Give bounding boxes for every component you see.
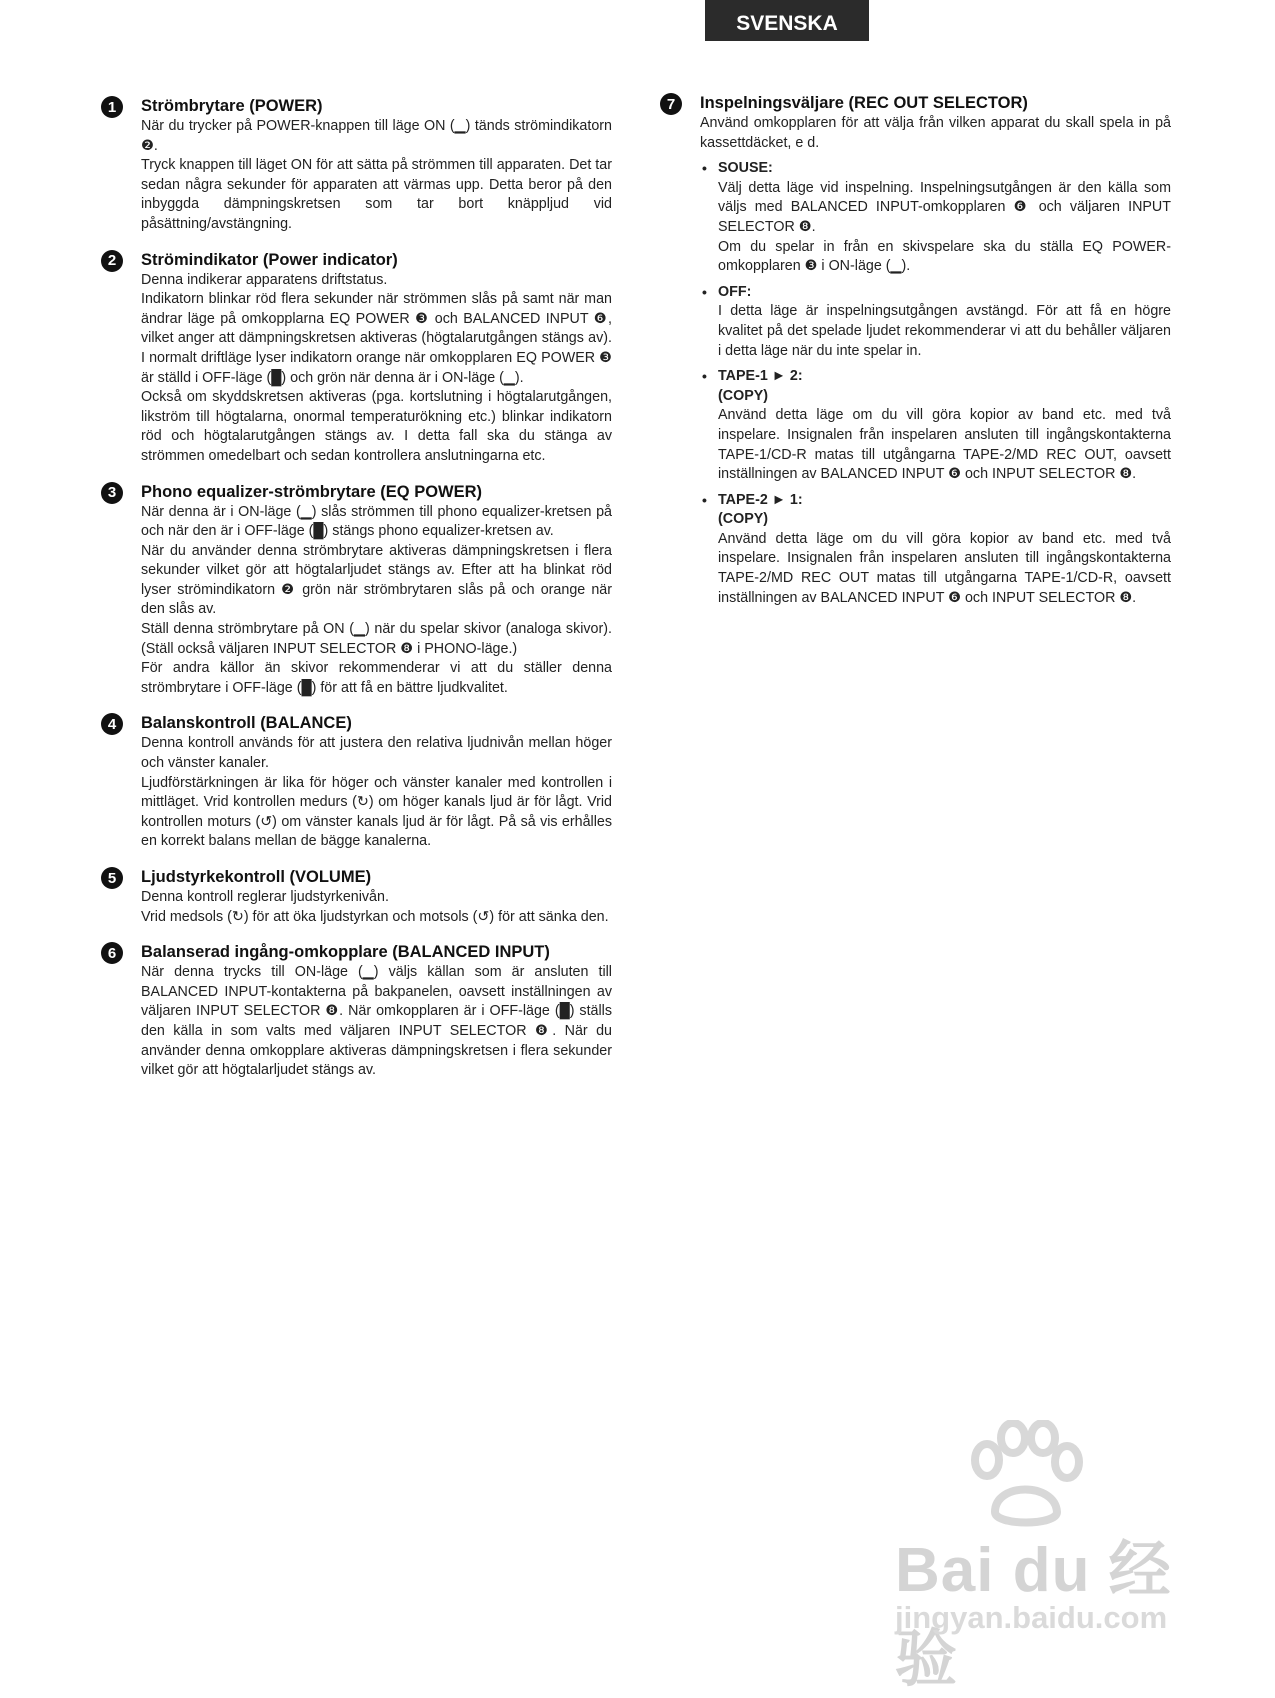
paragraph: Ställ denna strömbrytare på ON (▁) när du spelar skivor (analoga skivor). (Ställ också väljaren INPUT SELECTOR ❽ i PHONO-läge.) <box>141 621 612 657</box>
option-label: OFF: <box>718 283 752 300</box>
number-badge: 1 <box>101 96 123 118</box>
paragraph: Ljudförstärkningen är lika för höger och vänster kanaler med kontrollen i mittläget. Vrid kontrollen medurs (↻) om höger kanals ljud är för lågt. Vrid kontrollen moturs (↺) om vänster kanals ljud är för lågt. På så vis erhålles en korrekt balans mellan de bägge kanalerna. <box>141 774 612 850</box>
language-tab: SVENSKA <box>705 0 869 41</box>
option-tape1-to-2 <box>700 367 1171 485</box>
bullet-icon: • <box>702 491 707 508</box>
option-label-copy: (COPY) <box>718 511 769 528</box>
paragraph: Denna kontroll reglerar ljudstyrkenivån. <box>141 889 389 905</box>
section-volume <box>98 867 612 927</box>
paragraph: När du trycker på POWER-knappen till läge ON (▁) tänds strömindikatorn ❷. <box>141 118 612 154</box>
paragraph: När denna är i ON-läge (▁) slås strömmen till phono equalizer-kretsen på och när den är i OFF-läge (█) stängs phono equalizer-kretsen av. <box>141 503 612 540</box>
option-label: TAPE-2 ► 1: <box>718 491 803 508</box>
paragraph: I detta läge är inspelningsutgången avstängd. För att få en högre kvalitet på det spelade ljudet rekommenderar vi att du behåller väljaren i detta läge när du inte spelar in. <box>718 303 1171 359</box>
option-label-copy: (COPY) <box>718 387 769 404</box>
section-balanced-input <box>98 942 612 1081</box>
option-tape2-to-1 <box>700 491 1171 609</box>
bullet-icon: • <box>702 368 707 385</box>
paragraph: För andra källor än skivor rekommenderar vi att du ställer denna strömbrytare i OFF-läge (█) för att få en bättre ljudkvalitet. <box>141 660 612 696</box>
section-title: Balanskontroll (BALANCE) <box>141 714 352 733</box>
bullet-icon: • <box>702 283 707 300</box>
paragraph: Välj detta läge vid inspelning. Inspelningsutgången är den källa som väljs med BALANCED INPUT-omkopplaren ❻ och väljaren INPUT SELECTOR ❽. <box>718 179 1171 235</box>
paragraph: Också om skyddskretsen aktiveras (pga. kortslutning i högtalarutgången, likström till högtalarna, onormal temperaturökning etc.) blinkar indikatorn röd och högtalarutgången stängs av. I detta fall ska du stänga av strömmen omedelbart och sedan kontrollera anslutningarna etc. <box>141 389 612 464</box>
number-badge: 7 <box>660 93 682 115</box>
paragraph: Använd detta läge om du vill göra kopior av band etc. med två inspelare. Insignalen från inspelaren ansluten till ingångskontakterna TAPE-2/MD REC OUT matas till utgångarna TAPE-1/CD-R, oavsett inställningen av BALANCED INPUT ❻ och INPUT SELECTOR ❽. <box>718 530 1171 606</box>
paragraph: Denna indikerar apparatens driftstatus. <box>141 271 388 288</box>
number-badge: 3 <box>101 482 123 504</box>
baidu-watermark <box>895 1420 1195 1694</box>
section-title: Strömbrytare (POWER) <box>141 97 323 115</box>
number-badge: 2 <box>101 250 123 272</box>
paragraph: När du använder denna strömbrytare aktiveras dämpningskretsen i flera sekunder vilket gör att högtalarljudet stängs av. Efter att ha blinkat röd lyser strömindikatorn ❷ grön när strömbrytaren slås på och orange när den slås av. <box>141 542 612 618</box>
section-power-indicator <box>98 250 612 467</box>
bullet-icon: • <box>702 160 707 177</box>
paragraph: Använd detta läge om du vill göra kopior av band etc. med två inspelare. Insignalen från inspelaren ansluten till ingångskontakterna TAPE-1/CD-R matas till utgångarna TAPE-2/MD REC OUT, oavsett inställningen av BALANCED INPUT ❻ och INPUT SELECTOR ❽. <box>718 407 1171 483</box>
section-power <box>98 96 612 235</box>
paragraph: Indikatorn blinkar röd flera sekunder när strömmen slås på samt när man ändrar läge på omkopplarna EQ POWER ❸ och BALANCED INPUT ❻, vilket anger att dämpningskretsen aktiveras (högtalarutgången stängs av). I normalt driftläge lyser indikatorn orange när omkopplaren EQ POWER ❸ är ställd i OFF-läge (█) och grön när denna är i ON-läge (▁). <box>141 291 612 386</box>
section-eq-power <box>98 482 612 699</box>
paragraph: Använd omkopplaren för att välja från vilken apparat du skall spela in på kassettdäcket, e d. <box>700 115 1171 151</box>
watermark-logo-text: Bai du 经验 <box>895 1536 1172 1694</box>
option-label: TAPE-1 ► 2: <box>718 368 803 385</box>
option-label: SOUSE: <box>718 160 773 177</box>
option-off <box>700 283 1171 361</box>
number-badge: 4 <box>101 713 123 735</box>
paragraph: Denna kontroll används för att justera den relativa ljudnivån mellan höger och vänster kanaler. <box>141 735 612 772</box>
paragraph: När denna trycks till ON-läge (▁) väljs källan som är ansluten till BALANCED INPUT-kontakterna på bakpanelen, oavsett inställningen av väljaren INPUT SELECTOR ❽. När omkopplaren är i OFF-läge (█) ställs den källa in som valts med väljaren INPUT SELECTOR ❽. När du använder denna omkopplare aktiveras dämpningskretsen i flera sekunder vilket gör att högtalarljudet stängs av. <box>141 964 612 1079</box>
left-column <box>98 96 612 1096</box>
watermark-url: jingyan.baidu.com <box>895 1600 1168 1635</box>
section-title: Ljudstyrkekontroll (VOLUME) <box>141 868 372 886</box>
right-column <box>657 93 1171 623</box>
paragraph: Om du spelar in från en skivspelare ska du ställa EQ POWER-omkopplaren ❸ i ON-läge (▁). <box>718 238 1171 275</box>
paragraph: Vrid medsols (↻) för att öka ljudstyrkan och motsols (↺) för att sänka den. <box>141 908 609 925</box>
section-title: Balanserad ingång-omkopplare (BALANCED INPUT) <box>141 943 550 962</box>
number-badge: 5 <box>101 867 123 889</box>
paw-logo-icon <box>965 1420 1085 1530</box>
section-title: Inspelningsväljare (REC OUT SELECTOR) <box>700 94 1028 112</box>
section-title: Phono equalizer-strömbrytare (EQ POWER) <box>141 482 483 501</box>
option-souse <box>700 159 1171 277</box>
section-balance <box>98 713 612 852</box>
section-title: Strömindikator (Power indicator) <box>141 250 398 269</box>
number-badge: 6 <box>101 942 123 964</box>
section-rec-out-selector <box>657 93 1171 608</box>
paragraph: Tryck knappen till läget ON för att sätta på strömmen till apparaten. Det tar sedan några sekunder för apparaten att värmas upp. Detta beror på den inbyggda dämpningskretsen som tar bort knäppljud vid påsättning/avstängning. <box>141 157 612 232</box>
